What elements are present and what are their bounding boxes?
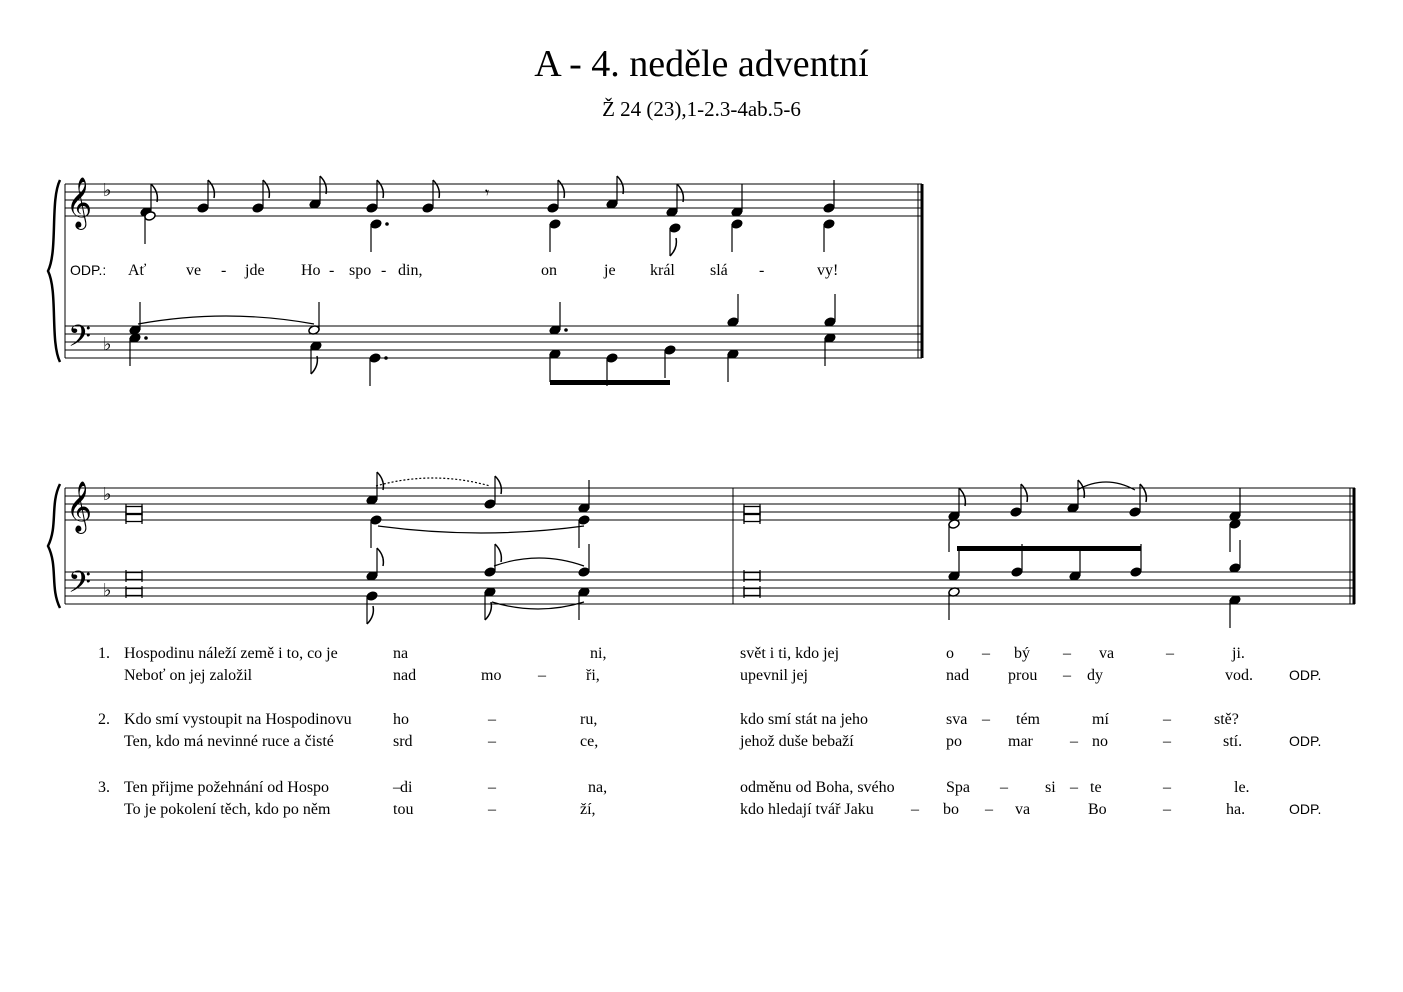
verse-fragment: bo [943, 801, 959, 818]
verse-fragment: – [488, 779, 496, 796]
verse-fragment: Kdo smí vystoupit na Hospodinovu [124, 711, 352, 728]
notehead [366, 203, 378, 214]
slur [376, 478, 490, 486]
verse-fragment: mí [1092, 711, 1109, 728]
verse-fragment: odměnu od Boha, svého [740, 779, 895, 796]
notehead [1130, 567, 1142, 578]
verse-fragment: stě? [1214, 711, 1239, 728]
verse-fragment: bý [1014, 645, 1030, 662]
flag [1021, 484, 1027, 502]
flat-sign: ♭ [103, 334, 112, 354]
verse-fragment: tém [1016, 711, 1040, 728]
flag [320, 176, 326, 194]
verse-fragment: kdo hledají tvář Jaku [740, 801, 874, 818]
notehead [1011, 567, 1023, 578]
verse-fragment: kdo smí stát na jeho [740, 711, 868, 728]
notehead [252, 203, 264, 214]
verse-fragment: vod. [1225, 667, 1253, 684]
treble-clef: 𝄞 [66, 482, 93, 531]
notehead [369, 353, 381, 364]
breve-note [126, 515, 142, 522]
page-title: A - 4. neděle adventní [534, 43, 869, 85]
flat-sign: ♭ [103, 580, 112, 600]
notehead [731, 219, 743, 230]
verse-number: 2. [98, 711, 110, 728]
verse-fragment: ce, [580, 733, 599, 750]
notehead [370, 515, 382, 526]
verse-fragment: – [538, 667, 546, 684]
flag [377, 548, 383, 566]
refrain-syllable: - [381, 262, 387, 279]
notehead [484, 499, 496, 510]
flag [558, 180, 564, 198]
dot [144, 336, 148, 340]
verse-fragment: no [1092, 733, 1108, 750]
verse-fragment: – [1166, 645, 1174, 662]
verse-fragment: srd [393, 733, 413, 750]
verse-fragment: o [946, 645, 954, 662]
verse-number: 3. [98, 779, 110, 796]
flag [208, 180, 214, 198]
verse-fragment: ha. [1226, 801, 1246, 818]
verse-fragment: di [400, 779, 413, 796]
verse-fragment: – [488, 801, 496, 818]
verse-fragment: Ten, kdo má nevinné ruce a čisté [124, 733, 334, 750]
refrain-syllable: král [650, 262, 675, 279]
verse-fragment: – [982, 645, 990, 662]
notehead [823, 203, 835, 214]
flat-sign: ♭ [103, 484, 112, 504]
verse-fragment: ží, [580, 801, 596, 818]
verse-fragment: mar [1008, 733, 1033, 750]
verse-fragment: – [982, 711, 990, 728]
flag [433, 180, 439, 198]
verse-fragment: va [1099, 645, 1115, 662]
verse-fragment: – [1163, 733, 1171, 750]
notehead [366, 591, 378, 602]
notehead [606, 353, 618, 364]
dot [564, 328, 568, 332]
verse-fragment: Spa [946, 779, 970, 796]
verse-fragment: Neboť on jej založil [124, 667, 253, 684]
eighth-rest: 𝄾 [485, 185, 490, 202]
verse-fragment: dy [1087, 667, 1103, 684]
refrain-syllable: - [329, 262, 335, 279]
notehead [484, 567, 496, 578]
verse-fragment: po [946, 733, 962, 750]
flag [959, 488, 965, 506]
refrain-syllable: - [759, 262, 765, 279]
bass-clef: 𝄢 [68, 566, 92, 606]
verse-fragment: – [1070, 779, 1078, 796]
notehead [578, 515, 590, 526]
notehead [197, 203, 209, 214]
flag [151, 184, 157, 202]
notehead [669, 223, 681, 234]
beam [550, 380, 670, 385]
refrain-syllable: slá [710, 262, 728, 279]
flag [495, 476, 501, 494]
refrain-syllable: Ať [128, 262, 147, 279]
response-cue: ODP. [1289, 733, 1322, 749]
verse-fragment: te [1090, 779, 1102, 796]
verse-fragment: sva [946, 711, 968, 728]
verse-fragment: mo [481, 667, 502, 684]
verse-fragment: na, [588, 779, 608, 796]
beam [957, 546, 1141, 551]
brace [48, 180, 60, 362]
refrain-syllable: ve [186, 262, 202, 279]
flag [495, 544, 501, 562]
verse-fragment: Bo [1088, 801, 1107, 818]
refrain-syllable: on [541, 262, 557, 279]
verse-fragment: na [393, 645, 409, 662]
refrain-syllable: vy! [817, 262, 839, 279]
verse-fragment: – [1163, 779, 1171, 796]
verse-fragment: – [985, 801, 993, 818]
flag [311, 356, 317, 374]
verse-fragment: – [488, 711, 496, 728]
notehead [823, 219, 835, 230]
verse-fragment: nad [393, 667, 417, 684]
verse-fragment: va [1015, 801, 1031, 818]
flag [377, 472, 383, 490]
verse-fragment: upevnil jej [740, 667, 808, 684]
breve-note [744, 589, 760, 596]
treble-clef: 𝄞 [66, 178, 93, 227]
response-cue: ODP. [1289, 667, 1322, 683]
verse-fragment: – [488, 733, 496, 750]
slur [1077, 482, 1135, 490]
refrain-syllable: je [604, 262, 616, 279]
psalm-tone-system [48, 472, 1355, 628]
verse-fragment: – [1063, 645, 1071, 662]
slur [492, 602, 584, 609]
verse-fragment: To je pokolení těch, kdo po něm [124, 801, 331, 818]
breve-note [126, 507, 142, 514]
verse-fragment: – [1163, 711, 1171, 728]
verse-fragment: le. [1234, 779, 1250, 796]
refrain-lyrics [70, 262, 838, 279]
verse-fragment: – [1063, 667, 1071, 684]
flag [670, 238, 676, 256]
flat-sign: ♭ [103, 180, 112, 200]
flag [677, 184, 683, 202]
notehead [578, 567, 590, 578]
verse-fragment: ji. [1232, 645, 1245, 662]
response-cue: ODP. [1289, 801, 1322, 817]
notehead [549, 219, 561, 230]
notehead [1010, 507, 1022, 518]
brace [48, 484, 60, 608]
verse-fragment: ři, [586, 667, 600, 684]
verse-fragment: nad [946, 667, 970, 684]
verse-fragment: ho [393, 711, 409, 728]
flag [367, 606, 373, 624]
verse-number: 1. [98, 645, 110, 662]
notehead [370, 219, 382, 230]
refrain-syllable: din, [398, 262, 423, 279]
bass-clef: 𝄢 [68, 320, 92, 360]
slur [378, 526, 584, 533]
psalm-reference: Ž 24 (23),1-2.3-4ab.5-6 [602, 97, 801, 121]
notehead [422, 203, 434, 214]
refrain-label: ODP.: [70, 262, 107, 278]
breve-note [126, 573, 142, 580]
verse-fragment: tou [393, 801, 414, 818]
verse-fragment: prou [1008, 667, 1038, 684]
verse-fragment: svět i ti, kdo jej [740, 645, 840, 662]
refrain-syllable: spo [349, 262, 372, 279]
breve-note [744, 515, 760, 522]
verse-fragment: ru, [580, 711, 598, 728]
verse-fragment: si [1045, 779, 1056, 796]
verse-lyrics [98, 645, 1321, 818]
verse-fragment: – [393, 779, 401, 796]
flag [1140, 484, 1146, 502]
refrain-syllable: Ho [301, 262, 321, 279]
notehead [547, 203, 559, 214]
breve-note [744, 573, 760, 580]
dot [384, 356, 388, 360]
verse-fragment: – [911, 801, 919, 818]
breve-note [126, 589, 142, 596]
notehead [664, 345, 676, 356]
verse-fragment: Ten přijme požehnání od Hospo [124, 779, 330, 796]
dot [385, 222, 389, 226]
flag [617, 176, 623, 194]
notehead [1129, 507, 1141, 518]
verse-fragment: Hospodinu náleží země i to, co je [124, 645, 338, 662]
flag [263, 180, 269, 198]
verse-fragment: stí. [1223, 733, 1243, 750]
verse-fragment: – [1070, 733, 1078, 750]
verse-fragment: – [1000, 779, 1008, 796]
slur [494, 558, 584, 566]
verse-fragment: jehož duše bebaží [740, 733, 854, 750]
verse-fragment: ni, [590, 645, 607, 662]
refrain-syllable: - [221, 262, 227, 279]
slur [138, 316, 314, 324]
flag [485, 602, 491, 620]
refrain-syllable: jde [245, 262, 265, 279]
flag [377, 180, 383, 198]
refrain-system [48, 176, 922, 386]
verse-fragment: – [1163, 801, 1171, 818]
breve-note [744, 507, 760, 514]
